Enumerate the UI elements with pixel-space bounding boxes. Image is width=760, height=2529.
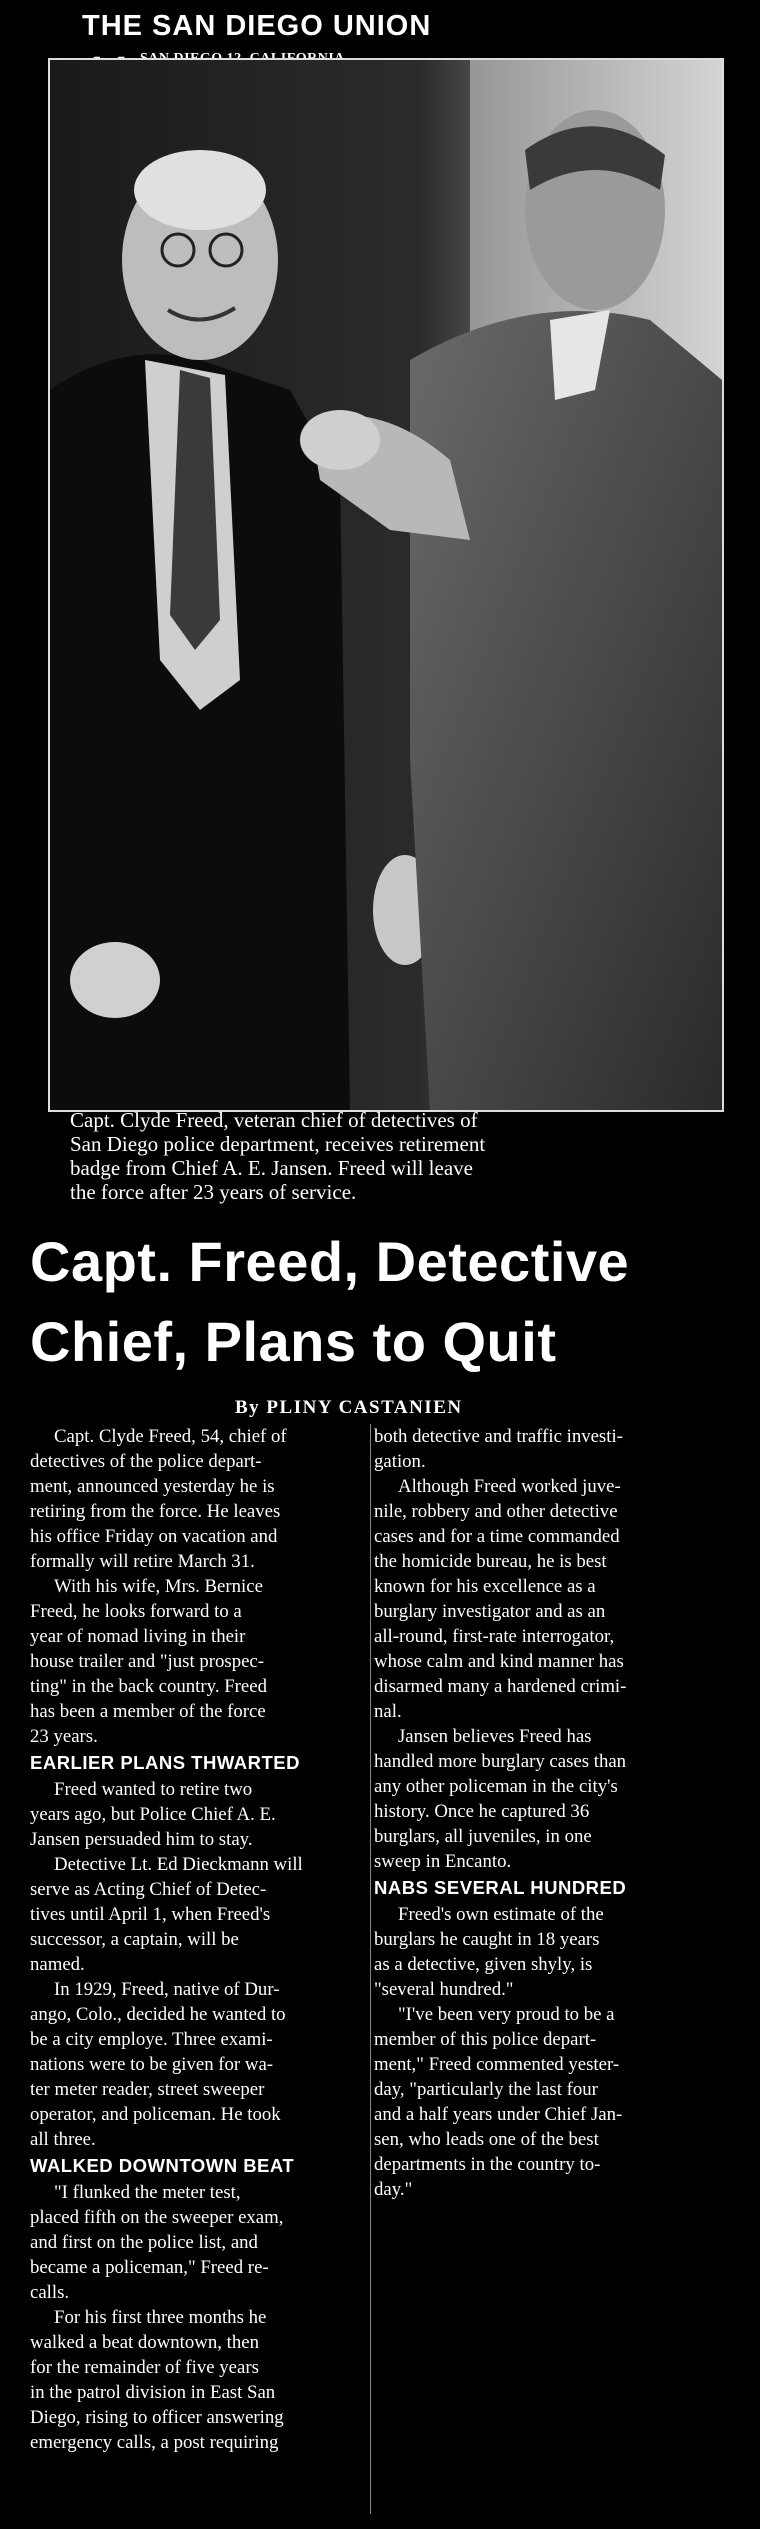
article-line: nile, robbery and other detective [374,1501,618,1522]
article-line: history. Once he captured 36 [374,1801,590,1822]
article-line: departments in the country to- [374,2154,601,2175]
headline [30,1222,740,1382]
article-line: his office Friday on vacation and [30,1526,278,1547]
article-line: walked a beat downtown, then [30,2332,259,2353]
article-line: day, "particularly the last four [374,2079,598,2100]
article-line: handled more burglary cases than [374,1751,627,1772]
article-line: nations were to be given for wa- [30,2054,274,2075]
article-line: Freed, he looks forward to a [30,1601,242,1622]
article-line: whose calm and kind manner has [374,1651,624,1672]
article-line: With his wife, Mrs. Bernice [54,1576,263,1597]
article-line: Diego, rising to officer answering [30,2407,284,2428]
article-line: for the remainder of five years [30,2357,259,2378]
article-line: ment," Freed commented yester- [374,2054,620,2075]
caption-line: the force after 23 years of service. [70,1180,357,1204]
article-line: disarmed many a hardened crimi- [374,1676,627,1697]
article-line: became a policeman," Freed re- [30,2257,269,2278]
article-line: In 1929, Freed, native of Dur- [54,1979,280,2000]
caption-line: San Diego police department, receives retirement [70,1132,486,1156]
article-line: be a city employe. Three exami- [30,2029,273,2050]
photo-caption [70,1108,682,1204]
article-line: and a half years under Chief Jan- [374,2104,623,2125]
article-line: Freed's own estimate of the [398,1904,604,1925]
column-divider [370,1424,371,2514]
article-line: 23 years. [30,1726,98,1747]
photo-illustration [50,60,722,1110]
article-line: emergency calls, a post requiring [30,2432,279,2453]
article-line: retiring from the force. He leaves [30,1501,281,1522]
article-line: all three. [30,2129,96,2150]
article-line: sweep in Encanto. [374,1851,512,1872]
article-line: Jansen persuaded him to stay. [30,1829,253,1850]
masthead [0,0,760,60]
article-line: both detective and traffic investi- [374,1426,623,1447]
article-line: For his first three months he [54,2307,267,2328]
caption-line: badge from Chief A. E. Jansen. Freed will leave [70,1156,473,1180]
article-line: year of nomad living in their [30,1626,246,1647]
headline-line: Capt. Freed, Detective [30,1230,630,1293]
article-line: calls. [30,2282,70,2303]
article-line: as a detective, given shyly, is [374,1954,593,1975]
article-line: day." [374,2179,413,2200]
article-line: ting" in the back country. Freed [30,1676,267,1697]
article-line: Detective Lt. Ed Dieckmann will [54,1854,303,1875]
article-line: cases and for a time commanded [374,1526,620,1547]
article-line: Although Freed worked juve- [398,1476,621,1497]
article-line: named. [30,1954,85,1975]
article-line: tives until April 1, when Freed's [30,1904,271,1925]
article-line: years ago, but Police Chief A. E. [30,1804,276,1825]
subhead: NABS SEVERAL HUNDRED [374,1877,627,1898]
headline-line: Chief, Plans to Quit [30,1310,557,1373]
article-line: has been a member of the force [30,1701,266,1722]
article-line: house trailer and "just prospec- [30,1651,265,1672]
article-line: "I've been very proud to be a [398,2004,615,2025]
article-line: the homicide bureau, he is best [374,1551,607,1572]
article-line: all-round, first-rate interrogator, [374,1626,615,1647]
article-line: sen, who leads one of the best [374,2129,599,2150]
subhead: WALKED DOWNTOWN BEAT [30,2155,295,2176]
article-line: ment, announced yesterday he is [30,1476,275,1497]
article-line: operator, and policeman. He took [30,2104,281,2125]
article-line: known for his excellence as a [374,1576,596,1597]
article-line: Jansen believes Freed has [398,1726,592,1747]
article-line: in the patrol division in East San [30,2382,276,2403]
article-line: ter meter reader, street sweeper [30,2079,265,2100]
article-line: "several hundred." [374,1979,514,2000]
article-line: successor, a captain, will be [30,1929,239,1950]
article-line: Capt. Clyde Freed, 54, chief of [54,1426,287,1447]
article-line: any other policeman in the city's [374,1776,618,1797]
article-column-left [30,1424,372,2455]
article-line: Freed wanted to retire two [54,1779,253,1800]
subhead: EARLIER PLANS THWARTED [30,1752,300,1773]
newspaper-name: THE SAN DIEGO UNION [82,10,432,42]
article-line: placed fifth on the sweeper exam, [30,2207,284,2228]
article-line: serve as Acting Chief of Detec- [30,1879,267,1900]
article-line: nal. [374,1701,402,1722]
news-photo [48,58,724,1112]
article-column-right [374,1424,716,2202]
article-line: burglars he caught in 18 years [374,1929,600,1950]
article-line: detectives of the police depart- [30,1451,262,1472]
article-line: "I flunked the meter test, [54,2182,241,2203]
article-line: gation. [374,1451,426,1472]
article-line: member of this police depart- [374,2029,597,2050]
article-line: burglars, all juveniles, in one [374,1826,592,1847]
byline: By PLINY CASTANIEN [235,1397,463,1418]
article-line: burglary investigator and as an [374,1601,606,1622]
article-line: ango, Colo., decided he wanted to [30,2004,286,2025]
caption-line: Capt. Clyde Freed, veteran chief of detectives of [70,1108,478,1132]
article-line: formally will retire March 31. [30,1551,255,1572]
article-line: and first on the police list, and [30,2232,258,2253]
